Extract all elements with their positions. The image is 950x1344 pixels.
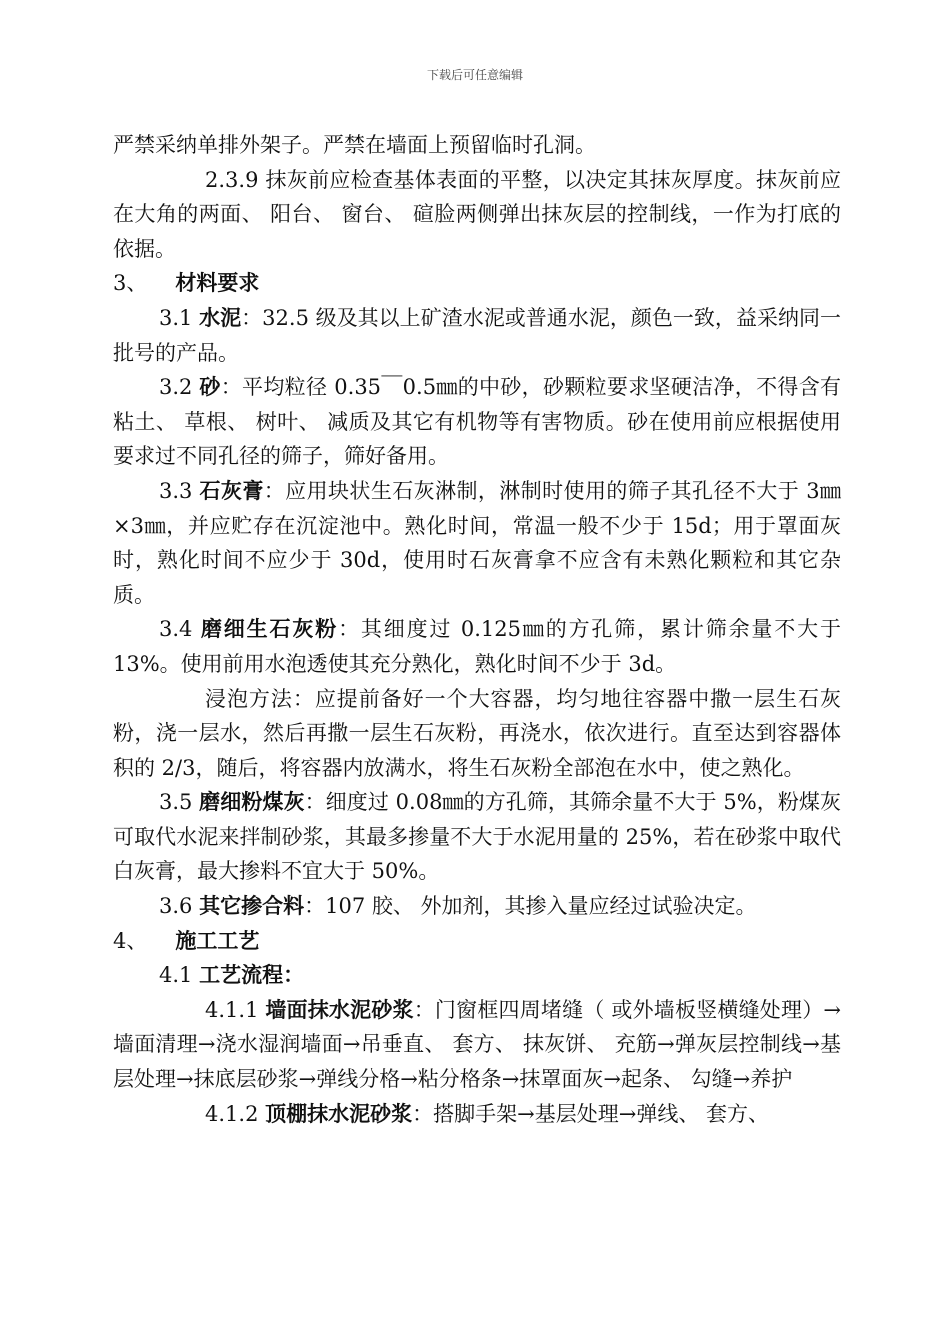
paragraph-text: ：细度过 0.08㎜的方孔筛，其筛余量不大于 5%，粉煤灰可取代水泥来拌制砂浆，其最多掺量不大于水泥用量的 25%，若在砂浆中取代白灰膏，最大掺料不宜大于 50%。 bbox=[113, 790, 842, 884]
paragraph-0 bbox=[113, 128, 841, 163]
item-title: 砂 bbox=[199, 374, 221, 400]
item-title: 水泥 bbox=[199, 304, 242, 330]
paragraph-3-1 bbox=[113, 301, 841, 370]
paragraph-4-1-2 bbox=[113, 1097, 841, 1132]
paragraph-soaking-method bbox=[113, 682, 841, 786]
paragraph-text: ：门窗框四周堵缝（ 或外墙板竖横缝处理）→墙面清理→浇水湿润墙面→吊垂直、 套方、 抹灰饼、 充筋→弹灰层控制线→基层处理→抹底层砂浆→弹线分格→粘分格条→抹罩面灰→起条、 勾缝→养护 bbox=[113, 997, 841, 1092]
section-heading-3 bbox=[113, 266, 841, 301]
paragraph-text: ：平均粒径 0.35￣0.5㎜的中砂，砂颗粒要求坚硬洁净，不得含有粘土、 草根、 树叶、 减质及其它有机物等有害物质。砂在使用前应根据使用要求过不同孔径的筛子，筛好备用。 bbox=[113, 375, 842, 469]
paragraph-text: ：其细度过 0.125㎜的方孔筛，累计筛余量不大于 13%。使用前用水泡透使其充分熟化，熟化时间不少于 3d。 bbox=[113, 617, 841, 676]
paragraph-text: 2.3.9 抹灰前应检查基体表面的平整，以决定其抹灰厚度。抹灰前应在大角的两面、 阳台、 窗台、 碹脸两侧弹出抹灰层的控制线，一作为打底的依据。 bbox=[113, 167, 841, 261]
paragraph-3-5 bbox=[113, 785, 841, 889]
item-title: 磨细粉煤灰 bbox=[199, 789, 305, 815]
item-title: 顶棚抹水泥砂浆 bbox=[265, 1100, 413, 1126]
section-title: 施工工艺 bbox=[175, 927, 260, 953]
paragraph-3-2 bbox=[113, 370, 841, 474]
section-number: 3、 bbox=[113, 271, 148, 296]
item-number: 3.1 bbox=[159, 305, 193, 330]
paragraph-2-3-9 bbox=[113, 163, 841, 267]
paragraph-3-6 bbox=[113, 889, 841, 924]
item-number: 3.6 bbox=[159, 894, 193, 919]
item-number: 3.4 bbox=[159, 617, 193, 642]
paragraph-text: ：107 胶、 外加剂，其掺入量应经过试验决定。 bbox=[304, 894, 757, 919]
section-number: 4、 bbox=[113, 928, 148, 953]
item-number: 4.1.2 bbox=[205, 1101, 259, 1126]
paragraph-text: 严禁采纳单排外架子。严禁在墙面上预留临时孔洞。 bbox=[113, 133, 596, 157]
paragraph-text: ：应用块状生石灰淋制，淋制时使用的筛子其孔径不大于 3㎜×3㎜，并应贮存在沉淀池中。熟化时间，常温一般不少于 15d；用于罩面灰时，熟化时间不应少于 30d，使用时石灰膏拿不应含有未熟化颗粒和其它杂质。 bbox=[113, 478, 841, 607]
document-body bbox=[113, 128, 841, 1131]
paragraph-text: 浸泡方法：应提前备好一个大容器，均匀地往容器中撒一层生石灰粉，浇一层水，然后再撒一层生石灰粉，再浇水，依次进行。直至达到容器体积的 2/3，随后，将容器内放满水，将生石灰粉全部泡在水中，使之熟化。 bbox=[113, 686, 841, 780]
item-title: 石灰膏 bbox=[199, 477, 264, 503]
item-number: 3.3 bbox=[159, 478, 193, 503]
page-header: 下载后可任意编辑 bbox=[426, 68, 523, 82]
item-number: 3.2 bbox=[159, 375, 193, 400]
paragraph-3-3 bbox=[113, 474, 841, 612]
item-title: 墙面抹水泥砂浆 bbox=[265, 996, 414, 1022]
paragraph-3-4 bbox=[113, 612, 841, 681]
paragraph-text: ：搭脚手架→基层处理→弹线、 套方、 bbox=[412, 1101, 769, 1126]
paragraph-4-1 bbox=[113, 958, 841, 993]
section-heading-4 bbox=[113, 924, 841, 959]
item-title: 磨细生石灰粉 bbox=[200, 616, 339, 642]
paragraph-text: ：32.5 级及其以上矿渣水泥或普通水泥，颜色一致，益采纳同一批号的产品。 bbox=[113, 305, 842, 365]
item-number: 4.1 bbox=[159, 963, 193, 988]
item-number: 4.1.1 bbox=[205, 997, 259, 1022]
item-number: 3.5 bbox=[159, 790, 193, 815]
section-title: 材料要求 bbox=[175, 270, 260, 296]
paragraph-4-1-1 bbox=[113, 993, 841, 1097]
item-title: 工艺流程： bbox=[199, 962, 305, 988]
item-title: 其它掺合料 bbox=[199, 893, 305, 919]
